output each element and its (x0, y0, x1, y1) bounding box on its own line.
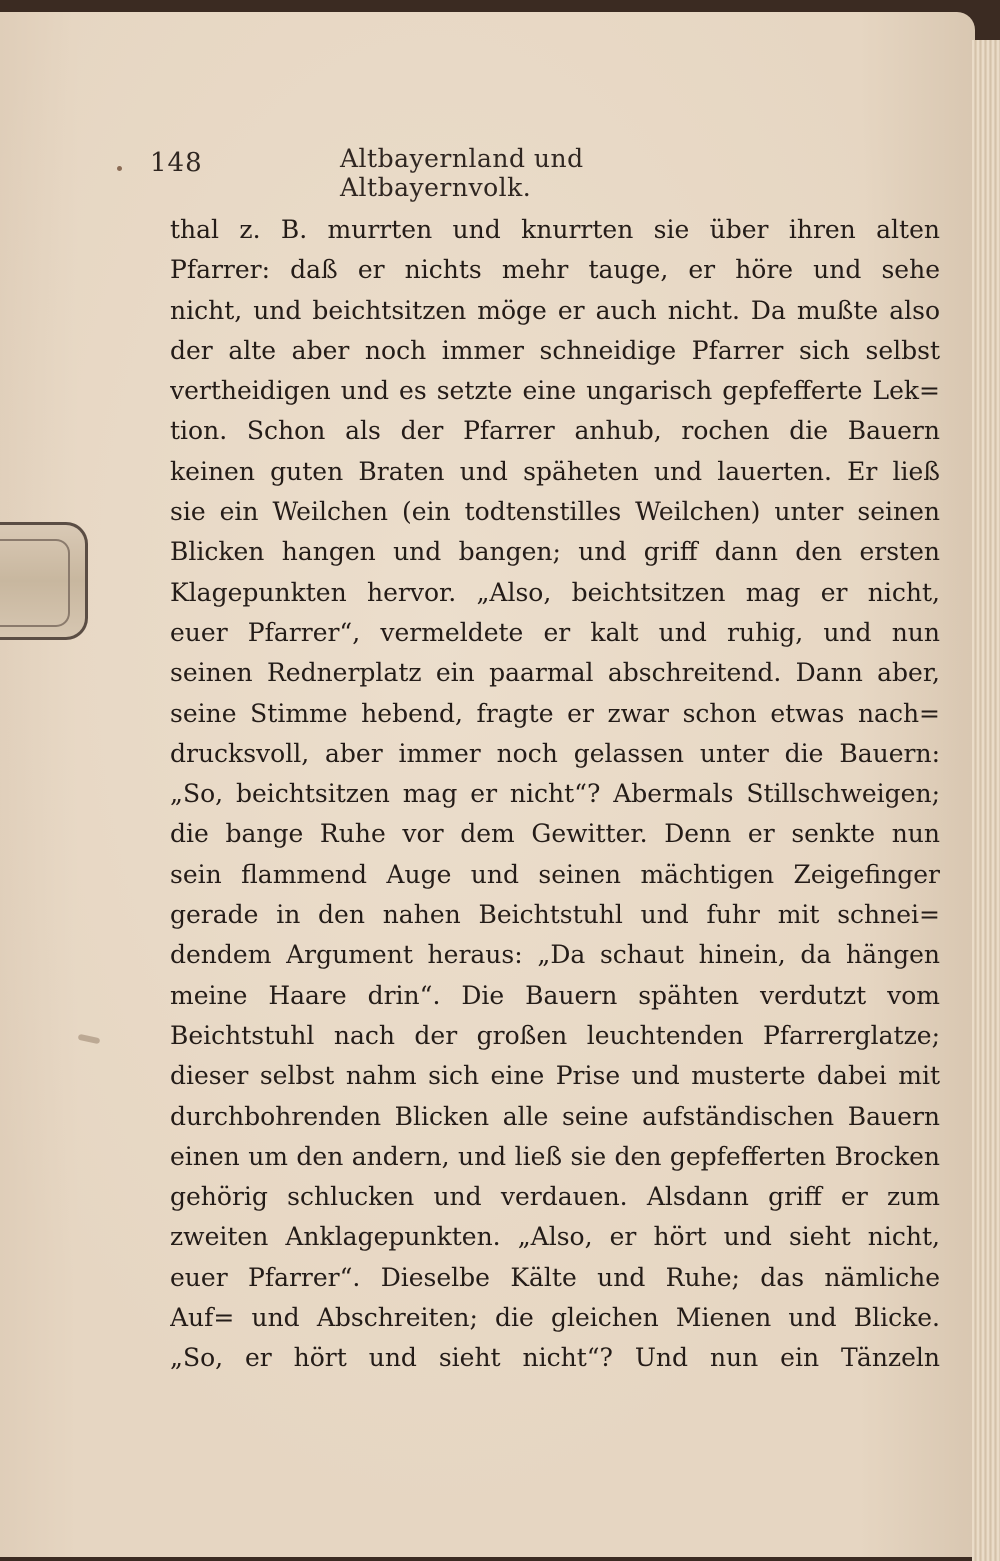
body-text (170, 210, 940, 1379)
text-line: sein flammend Auge und seinen mächtigen Zeigefinger (170, 859, 940, 889)
text-line: keinen guten Braten und späheten und lauerten. Er ließ (170, 456, 940, 486)
text-line: euer Pfarrer“. Dieselbe Kälte und Ruhe; das nämliche (170, 1262, 940, 1292)
text-line: gerade in den nahen Beichtstuhl und fuhr mit schnei= (170, 900, 940, 930)
text-line: Pfarrer: daß er nichts mehr tauge, er höre und sehe (170, 255, 940, 285)
page-stack-edge (972, 40, 1000, 1561)
text-line: seine Stimme hebend, fragte er zwar schon etwas nach= (170, 698, 940, 728)
page-number: 148 (150, 148, 203, 178)
text-line: nicht, und beichtsitzen möge er auch nicht. Da mußte also (170, 295, 940, 325)
book-page (0, 12, 975, 1557)
text-line: thal z. B. murrten und knurrten sie über ihren alten (170, 215, 940, 244)
paper-speck (78, 1034, 101, 1044)
text-line: gehörig schlucken und verdauen. Alsdann griff er zum (170, 1182, 940, 1212)
text-line: vertheidigen und es setzte eine ungarisch gepfefferte Lek= (170, 376, 940, 406)
text-line: Beichtstuhl nach der großen leuchtenden Pfarrerglatze; (170, 1020, 940, 1050)
page-header (150, 144, 770, 202)
text-line: sie ein Weilchen (ein todtenstilles Weilchen) unter seinen (170, 497, 940, 527)
text-line: meine Haare drin“. Die Bauern spähten verdutzt vom (170, 980, 940, 1010)
text-line: Blicken hangen und bangen; und griff dann den ersten (170, 537, 940, 567)
text-line: dieser selbst nahm sich eine Prise und musterte dabei mit (170, 1061, 940, 1091)
text-line: „So, beichtsitzen mag er nicht“? Abermals Stillschweigen; (170, 779, 940, 809)
text-line: durchbohrenden Blicken alle seine aufständischen Bauern (170, 1101, 940, 1131)
text-line: Auf= und Abschreiten; die gleichen Mienen und Blicke. (170, 1303, 940, 1333)
text-line: einen um den andern, und ließ sie den gepfefferten Brocken (170, 1141, 940, 1171)
text-line: euer Pfarrer“, vermeldete er kalt und ruhig, und nun (170, 617, 940, 647)
text-line: die bange Ruhe vor dem Gewitter. Denn er senkte nun (170, 819, 940, 849)
bookmark-clip (0, 522, 88, 640)
text-line: tion. Schon als der Pfarrer anhub, rochen die Bauern (170, 416, 940, 446)
text-line: „So, er hört und sieht nicht“? Und nun ein Tänzeln (170, 1343, 940, 1373)
text-line: dendem Argument heraus: „Da schaut hinein, da hängen (170, 940, 940, 970)
text-line: seinen Rednerplatz ein paarmal abschreitend. Dann aber, (170, 658, 940, 688)
running-title: Altbayernland und Altbayernvolk. (340, 144, 584, 202)
text-line: drucksvoll, aber immer noch gelassen unter die Bauern: (170, 738, 940, 768)
ink-dot (117, 166, 122, 171)
text-line: zweiten Anklagepunkten. „Also, er hört und sieht nicht, (170, 1222, 940, 1252)
text-line: Klagepunkten hervor. „Also, beichtsitzen mag er nicht, (170, 577, 940, 607)
text-line: der alte aber noch immer schneidige Pfarrer sich selbst (170, 335, 940, 365)
